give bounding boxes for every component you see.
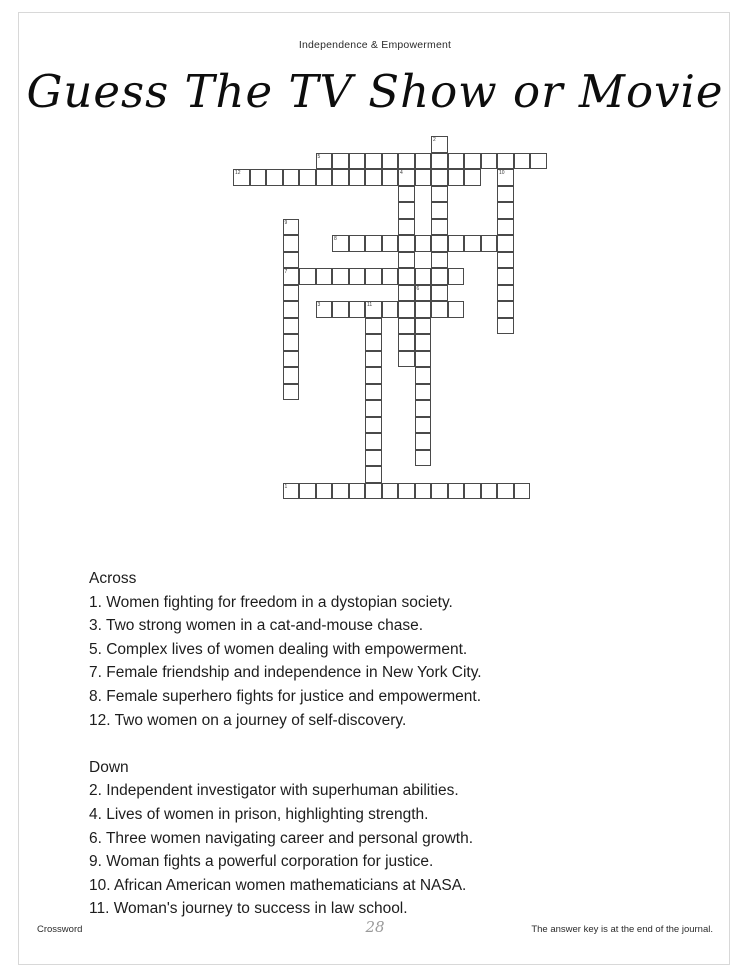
grid-cell[interactable] <box>431 301 448 318</box>
grid-cell[interactable] <box>283 483 300 500</box>
grid-cell[interactable] <box>497 235 514 252</box>
grid-cell[interactable] <box>415 417 432 434</box>
page-kicker: Independence & Empowerment <box>298 39 452 51</box>
clue-down-11: 11. Woman's journey to success in law school. <box>89 900 408 918</box>
grid-cell[interactable] <box>481 235 498 252</box>
grid-cell[interactable] <box>431 483 448 500</box>
clues-section <box>89 567 689 921</box>
grid-cell[interactable] <box>464 483 481 500</box>
grid-cell-number: 5 <box>317 153 321 160</box>
grid-cell[interactable] <box>349 235 366 252</box>
grid-cell[interactable] <box>431 202 448 219</box>
grid-cell[interactable] <box>398 252 415 269</box>
grid-cell[interactable] <box>497 483 514 500</box>
journal-page <box>18 12 730 965</box>
grid-cell[interactable] <box>332 153 349 170</box>
grid-cell[interactable] <box>349 483 366 500</box>
grid-cell[interactable] <box>415 285 432 302</box>
grid-cell[interactable] <box>415 400 432 417</box>
grid-cell[interactable] <box>464 153 481 170</box>
grid-cell[interactable] <box>365 318 382 335</box>
grid-cell[interactable] <box>431 169 448 186</box>
clues-spacer <box>89 732 689 756</box>
grid-cell-number: 2 <box>433 137 436 143</box>
grid-cell[interactable] <box>283 252 300 269</box>
clue-across-3: 3. Two strong women in a cat-and-mouse chase. <box>89 617 423 635</box>
grid-cell[interactable] <box>398 186 415 203</box>
answer-key-note: The answer key is at the end of the journal. <box>531 924 713 935</box>
grid-cell[interactable] <box>233 169 250 186</box>
grid-cell[interactable] <box>382 268 399 285</box>
grid-cell[interactable] <box>283 169 300 186</box>
grid-cell[interactable] <box>299 483 316 500</box>
grid-cell[interactable] <box>398 483 415 500</box>
grid-cell[interactable] <box>415 268 432 285</box>
grid-cell[interactable] <box>415 318 432 335</box>
grid-cell[interactable] <box>365 483 382 500</box>
clue-across-8: 8. Female superhero fights for justice and empowerment. <box>89 687 481 705</box>
grid-cell[interactable] <box>415 483 432 500</box>
grid-cell[interactable] <box>283 285 300 302</box>
grid-cell[interactable] <box>250 169 267 186</box>
grid-cell[interactable] <box>365 268 382 285</box>
grid-cell[interactable] <box>365 450 382 467</box>
clue-across-7: 7. Female friendship and independence in New York City. <box>89 664 482 682</box>
grid-cell[interactable] <box>497 186 514 203</box>
grid-cell[interactable] <box>415 384 432 401</box>
clue-across-5: 5. Complex lives of women dealing with empowerment. <box>89 640 468 658</box>
grid-cell[interactable] <box>349 301 366 318</box>
grid-cell[interactable] <box>431 219 448 236</box>
grid-cell[interactable] <box>497 268 514 285</box>
clue-down-4: 4. Lives of women in prison, highlighting strength. <box>89 805 429 823</box>
grid-cell[interactable] <box>464 235 481 252</box>
grid-cell[interactable] <box>332 235 349 252</box>
grid-cell[interactable] <box>415 367 432 384</box>
grid-cell[interactable] <box>398 268 415 285</box>
grid-cell[interactable] <box>316 483 333 500</box>
grid-cell[interactable] <box>283 318 300 335</box>
grid-cell[interactable] <box>497 285 514 302</box>
crossword-grid-area <box>19 13 731 573</box>
grid-cell[interactable] <box>349 268 366 285</box>
grid-cell[interactable] <box>431 285 448 302</box>
grid-cell[interactable] <box>431 252 448 269</box>
grid-cell[interactable] <box>497 219 514 236</box>
grid-cell[interactable] <box>398 285 415 302</box>
grid-cell-number: 10 <box>499 170 505 176</box>
page-number: 28 <box>365 918 385 936</box>
grid-cell[interactable] <box>448 153 465 170</box>
grid-cell[interactable] <box>415 450 432 467</box>
grid-cell[interactable] <box>332 268 349 285</box>
grid-cell[interactable] <box>365 169 382 186</box>
grid-cell[interactable] <box>448 235 465 252</box>
across-heading: Across <box>89 570 137 587</box>
grid-cell[interactable] <box>448 483 465 500</box>
grid-cell[interactable] <box>497 153 514 170</box>
grid-cell[interactable] <box>316 169 333 186</box>
grid-cell[interactable] <box>332 301 349 318</box>
grid-cell[interactable] <box>365 384 382 401</box>
grid-cell[interactable] <box>382 169 399 186</box>
grid-cell[interactable] <box>530 153 547 170</box>
grid-cell-number: 12 <box>235 170 241 176</box>
grid-cell[interactable] <box>464 169 481 186</box>
grid-cell[interactable] <box>514 483 531 500</box>
grid-cell[interactable] <box>283 301 300 318</box>
grid-cell-number: 8 <box>334 236 337 242</box>
grid-cell[interactable] <box>431 268 448 285</box>
grid-cell[interactable] <box>365 301 382 318</box>
grid-cell-number: 4 <box>400 170 403 176</box>
crossword-grid[interactable] <box>233 136 533 556</box>
grid-cell[interactable] <box>299 268 316 285</box>
grid-cell[interactable] <box>283 334 300 351</box>
grid-cell[interactable] <box>497 301 514 318</box>
grid-cell[interactable] <box>283 367 300 384</box>
grid-cell[interactable] <box>431 186 448 203</box>
grid-cell[interactable] <box>514 153 531 170</box>
grid-cell[interactable] <box>431 235 448 252</box>
grid-cell-number: 9 <box>284 219 288 226</box>
grid-cell[interactable] <box>448 268 465 285</box>
grid-cell[interactable] <box>365 334 382 351</box>
grid-cell[interactable] <box>332 169 349 186</box>
grid-cell[interactable] <box>382 301 399 318</box>
grid-cell[interactable] <box>332 483 349 500</box>
grid-cell[interactable] <box>497 169 514 186</box>
grid-cell-number: 3 <box>317 302 321 308</box>
grid-cell[interactable] <box>365 433 382 450</box>
grid-cell[interactable] <box>365 367 382 384</box>
grid-cell-number: 11 <box>367 302 373 308</box>
grid-cell[interactable] <box>365 153 382 170</box>
grid-cell[interactable] <box>448 169 465 186</box>
footer-section-label: Crossword <box>37 924 83 935</box>
grid-cell[interactable] <box>283 219 300 236</box>
page-footer <box>19 918 731 944</box>
grid-cell[interactable] <box>415 351 432 368</box>
clue-across-12: 12. Two women on a journey of self-discovery. <box>89 711 407 729</box>
grid-cell[interactable] <box>398 351 415 368</box>
grid-cell[interactable] <box>431 153 448 170</box>
grid-cell[interactable] <box>398 318 415 335</box>
grid-cell[interactable] <box>398 301 415 318</box>
grid-cell[interactable] <box>398 153 415 170</box>
grid-cell[interactable] <box>283 351 300 368</box>
clue-down-9: 9. Woman fights a powerful corporation for justice. <box>89 853 434 871</box>
grid-cell[interactable] <box>365 417 382 434</box>
grid-cell[interactable] <box>415 301 432 318</box>
clue-down-10: 10. African American women mathematicians at NASA. <box>89 876 467 894</box>
grid-cell[interactable] <box>283 384 300 401</box>
grid-cell-number: 7 <box>284 269 288 275</box>
grid-cell[interactable] <box>415 235 432 252</box>
grid-cell[interactable] <box>266 169 283 186</box>
grid-cell[interactable] <box>299 169 316 186</box>
grid-cell[interactable] <box>398 334 415 351</box>
grid-cell[interactable] <box>365 351 382 368</box>
grid-cell[interactable] <box>415 334 432 351</box>
grid-cell[interactable] <box>497 202 514 219</box>
grid-cell[interactable] <box>349 153 366 170</box>
grid-cell[interactable] <box>365 400 382 417</box>
grid-cell[interactable] <box>365 235 382 252</box>
grid-cell[interactable] <box>283 235 300 252</box>
clue-down-6: 6. Three women navigating career and personal growth. <box>89 829 473 847</box>
grid-cell[interactable] <box>316 301 333 318</box>
grid-cell[interactable] <box>481 153 498 170</box>
grid-cell[interactable] <box>415 169 432 186</box>
grid-cell[interactable] <box>316 268 333 285</box>
grid-cell[interactable] <box>365 466 382 483</box>
page-title: Guess The TV Show or Movie <box>26 65 724 118</box>
grid-cell[interactable] <box>398 169 415 186</box>
down-heading: Down <box>89 758 129 776</box>
grid-cell[interactable] <box>398 235 415 252</box>
grid-cell[interactable] <box>415 153 432 170</box>
grid-cell[interactable] <box>448 301 465 318</box>
grid-cell-number: 6 <box>416 285 420 292</box>
grid-cell[interactable] <box>497 252 514 269</box>
grid-cell[interactable] <box>431 136 448 153</box>
grid-cell-number: 1 <box>284 483 288 490</box>
grid-cell[interactable] <box>316 153 333 170</box>
grid-cell[interactable] <box>382 153 399 170</box>
grid-cell[interactable] <box>497 318 514 335</box>
grid-cell[interactable] <box>398 202 415 219</box>
grid-cell[interactable] <box>349 169 366 186</box>
clue-down-2: 2. Independent investigator with superhuman abilities. <box>89 782 459 800</box>
grid-cell[interactable] <box>415 433 432 450</box>
grid-cell[interactable] <box>382 235 399 252</box>
clue-across-1: 1. Women fighting for freedom in a dystopian society. <box>89 593 453 611</box>
grid-cell[interactable] <box>283 268 300 285</box>
grid-cell[interactable] <box>481 483 498 500</box>
grid-cell[interactable] <box>398 219 415 236</box>
grid-cell[interactable] <box>382 483 399 500</box>
